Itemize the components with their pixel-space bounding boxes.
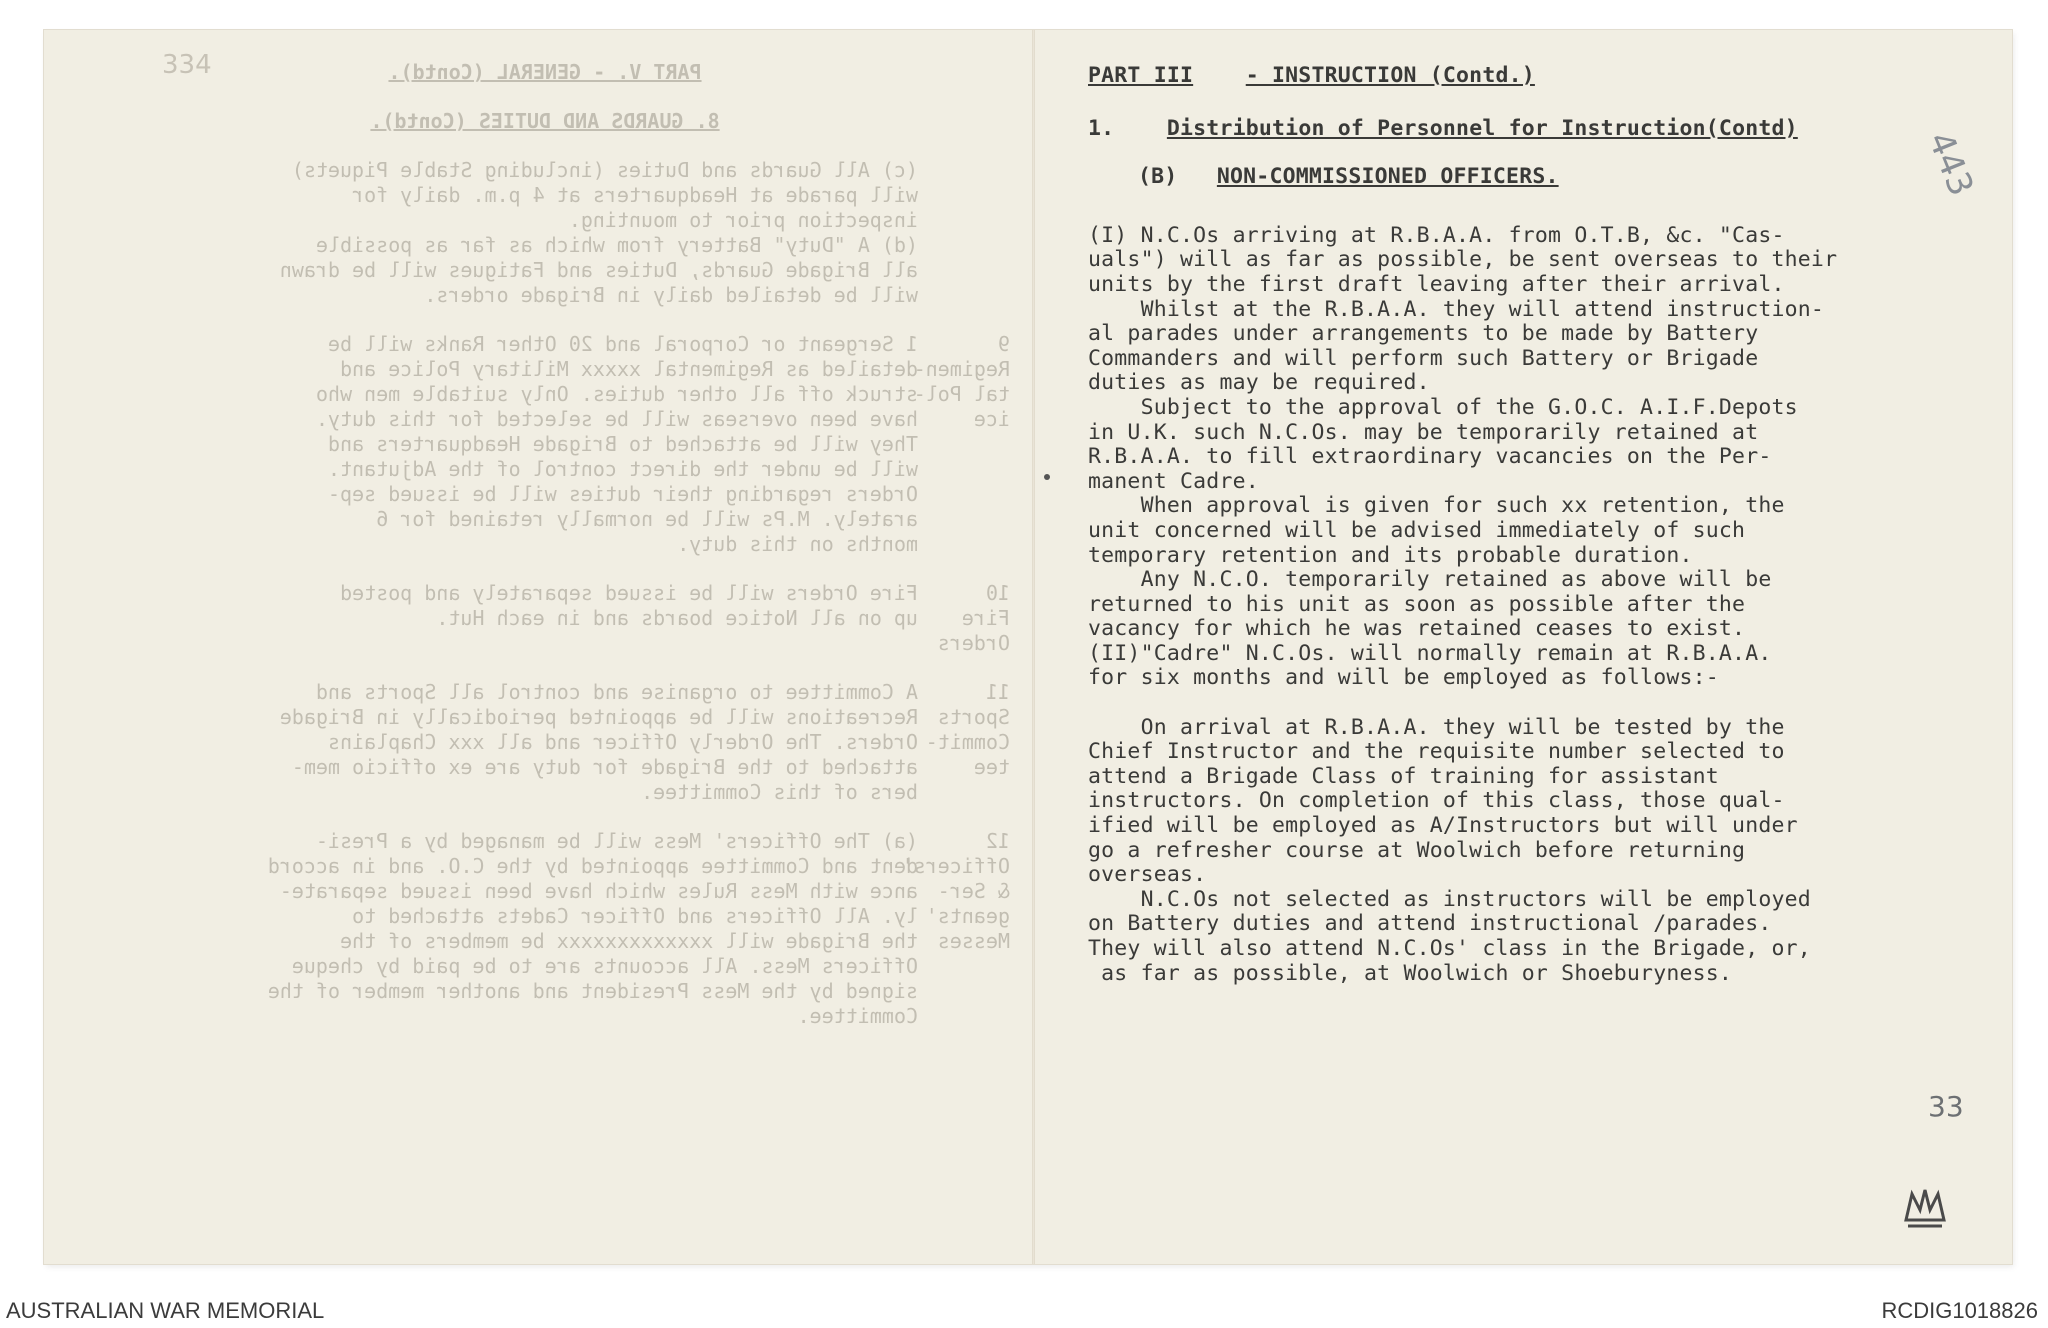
body-line: instructors. On completion of this class, those qual- xyxy=(1088,788,1785,814)
bleed-line: Committee. xyxy=(797,1004,918,1028)
body-line: (II)"Cadre" N.C.Os. will normally remain at R.B.A.A. xyxy=(1088,640,1772,666)
bleed-line: ance with Mess Rules which have been issued separate- xyxy=(279,879,918,903)
body-line: vacancy for which he was retained ceases to exist. xyxy=(1088,616,1746,642)
bleed-blocks xyxy=(80,158,1010,1053)
bleed-line: (a) The Officers' Mess will be managed by a Presi- xyxy=(315,829,918,853)
body-line: on Battery duties and attend instructional /parades. xyxy=(1088,911,1772,937)
body-line: in U.K. such N.C.Os. may be temporarily retained at xyxy=(1088,419,1759,445)
body-line: Any N.C.O. temporarily retained as above will be xyxy=(1088,567,1772,593)
part-heading xyxy=(1088,64,1958,89)
folio-number-bottom: 33 xyxy=(1928,1090,1964,1123)
body-line: overseas. xyxy=(1088,862,1207,888)
body-line: unit concerned will be advised immediately of such xyxy=(1088,517,1746,543)
body-line: N.C.Os not selected as instructors will be employed xyxy=(1088,886,1811,912)
body-line: units by the first draft leaving after their arrival. xyxy=(1088,271,1785,297)
bleed-line: Orders regarding their duties will be issued sep- xyxy=(327,482,918,506)
footer-archive-name: AUSTRALIAN WAR MEMORIAL xyxy=(6,1298,325,1323)
bleed-line: (c) All Guards and Duties (including Stable Piquets) xyxy=(291,158,918,182)
bleed-block xyxy=(80,581,1010,656)
left-page-bleed-through xyxy=(80,60,1010,1060)
bleed-line: 1 Sergeant or Corporal and 20 Other Ranks will be xyxy=(327,332,918,356)
bleed-block-text xyxy=(80,829,918,1029)
body-line: go a refresher course at Woolwich before returning xyxy=(1088,837,1746,863)
subsection-prefix: (B) xyxy=(1138,164,1178,190)
body-line: temporary retention and its probable duration. xyxy=(1088,542,1693,568)
section-number: 1. xyxy=(1088,115,1115,141)
bleed-line: They will be attached to Brigade Headquarters and xyxy=(327,432,918,456)
body-line: returned to his unit as soon as possible after the xyxy=(1088,591,1746,617)
section-heading xyxy=(1088,117,1958,142)
body-line: R.B.A.A. to fill extraordinary vacancies on the Per- xyxy=(1088,444,1772,470)
ink-dot xyxy=(1044,474,1050,480)
subsection-title: NON-COMMISSIONED OFFICERS. xyxy=(1216,164,1559,190)
body-line: attend a Brigade Class of training for assistant xyxy=(1088,763,1719,789)
bleed-line: ly. All Officers and Officer Cadets attached to xyxy=(352,904,918,928)
body-line: On arrival at R.B.A.A. they will be tested by the xyxy=(1088,714,1785,740)
bleed-line: Orders. The Orderly Officer and all xxx Chaplains xyxy=(327,730,918,754)
bleed-side-label xyxy=(918,158,1010,308)
bleed-line: (d) A "Duty" Battery from which as far as possible xyxy=(315,233,918,257)
bleed-block xyxy=(80,158,1010,308)
bleed-line: will be under the direct control of the Adjutant. xyxy=(327,457,918,481)
bleed-section-heading: 8. GUARDS AND DUTIES (Contd). xyxy=(370,109,720,133)
bleed-line: Fire Orders will be issued separately and posted xyxy=(340,581,918,605)
bleed-block xyxy=(80,829,1010,1029)
bleed-line: Officers Mess. All accounts are to be paid by cheque xyxy=(291,954,918,978)
bleed-side-label: 11 Sports Commit- tee xyxy=(925,680,1010,779)
bleed-block xyxy=(80,680,1010,805)
footer-record-id: RCDIG1018826 xyxy=(1881,1298,2038,1323)
bleed-side-label: 12 Officers' & Ser- geants' Messes xyxy=(901,829,1010,953)
bleed-line: will parade at Headquarters at 4 p.m. daily for xyxy=(352,183,918,207)
bleed-line: bers of this Committee. xyxy=(641,780,918,804)
body-line: al parades under arrangements to be made by Battery xyxy=(1088,321,1759,347)
bleed-line: months on this duty. xyxy=(677,532,918,556)
bleed-line: dent and Committee appointed by the C.O. and in accord xyxy=(267,854,918,878)
part-title: - INSTRUCTION (Contd.) xyxy=(1245,63,1535,88)
corner-pencil-mark: 334 xyxy=(162,50,212,80)
body-line: as far as possible, at Woolwich or Shoeburyness. xyxy=(1088,960,1733,986)
body-line xyxy=(1088,691,1958,716)
page-fold xyxy=(1032,30,1035,1264)
body-line: duties as may be required. xyxy=(1088,370,1430,396)
body-line: Chief Instructor and the requisite number selected to xyxy=(1088,739,1785,765)
bleed-block xyxy=(80,332,1010,557)
bleed-part-heading: PART V. - GENERAL (Contd). xyxy=(388,60,702,84)
body-line: Subject to the approval of the G.O.C. A.I.F.Depots xyxy=(1088,394,1798,420)
body-line: When approval is given for such xx retention, the xyxy=(1088,493,1785,519)
body-line: Whilst at the R.B.A.A. they will attend instruction- xyxy=(1088,296,1825,322)
bleed-block-text xyxy=(80,581,918,656)
part-label: PART III xyxy=(1088,63,1194,88)
bleed-line: will be detailed daily in Brigade orders. xyxy=(424,283,918,307)
subsection-heading xyxy=(1138,165,1958,190)
bleed-line: up on all Notice boards and in each Hut. xyxy=(436,606,918,630)
body-line: manent Cadre. xyxy=(1088,468,1259,494)
bleed-line: all Brigade Guards, Duties and Fatigues will be drawn xyxy=(279,258,918,282)
bleed-block-text xyxy=(80,680,918,805)
bleed-line: signed by the Mess President and another member of the xyxy=(267,979,918,1003)
bleed-line: Recreations will be appointed periodically in Brigade xyxy=(279,705,918,729)
body-line: Commanders and will perform such Battery or Brigade xyxy=(1088,345,1759,371)
folio-number-top: 443 xyxy=(1919,126,1982,202)
bleed-block-text xyxy=(80,332,918,557)
bleed-side-label: 10 Fire Orders xyxy=(937,581,1010,655)
body-line: uals") will as far as possible, be sent overseas to their xyxy=(1088,247,1838,273)
bleed-line: struck off all other duties. Only suitable men who xyxy=(315,382,918,406)
crown-stamp-icon xyxy=(1900,1180,1950,1230)
body-text xyxy=(1088,224,1958,986)
right-page xyxy=(1088,64,1958,986)
bleed-line: have been overseas will be selected for this duty. xyxy=(315,407,918,431)
bleed-side-label: 9 Regimen- tal Pol- ice xyxy=(913,332,1010,431)
bleed-line: the Brigade will xxxxxxxxxxxxx be members of the xyxy=(340,929,918,953)
bleed-line: detailed as Regimental xxxxx Military Police and xyxy=(340,357,918,381)
bleed-line: arately. M.Ps will be normally retained for 6 xyxy=(376,507,918,531)
body-line: ified will be employed as A/Instructors but will under xyxy=(1088,813,1798,839)
body-line: for six months and will be employed as follows:- xyxy=(1088,665,1719,691)
bleed-block-text xyxy=(80,158,918,308)
body-line: They will also attend N.C.Os' class in the Brigade, or, xyxy=(1088,936,1811,961)
bleed-line: attached to the Brigade for duty are ex officio mem- xyxy=(291,755,918,779)
body-line: (I) N.C.Os arriving at R.B.A.A. from O.T.B, &c. "Cas- xyxy=(1088,222,1785,248)
bleed-line: inspection prior to mounting. xyxy=(568,208,918,232)
bleed-line: A Committee to organise and control all Sports and xyxy=(315,680,918,704)
section-title: Distribution of Personnel for Instruction(Contd) xyxy=(1166,115,1798,141)
